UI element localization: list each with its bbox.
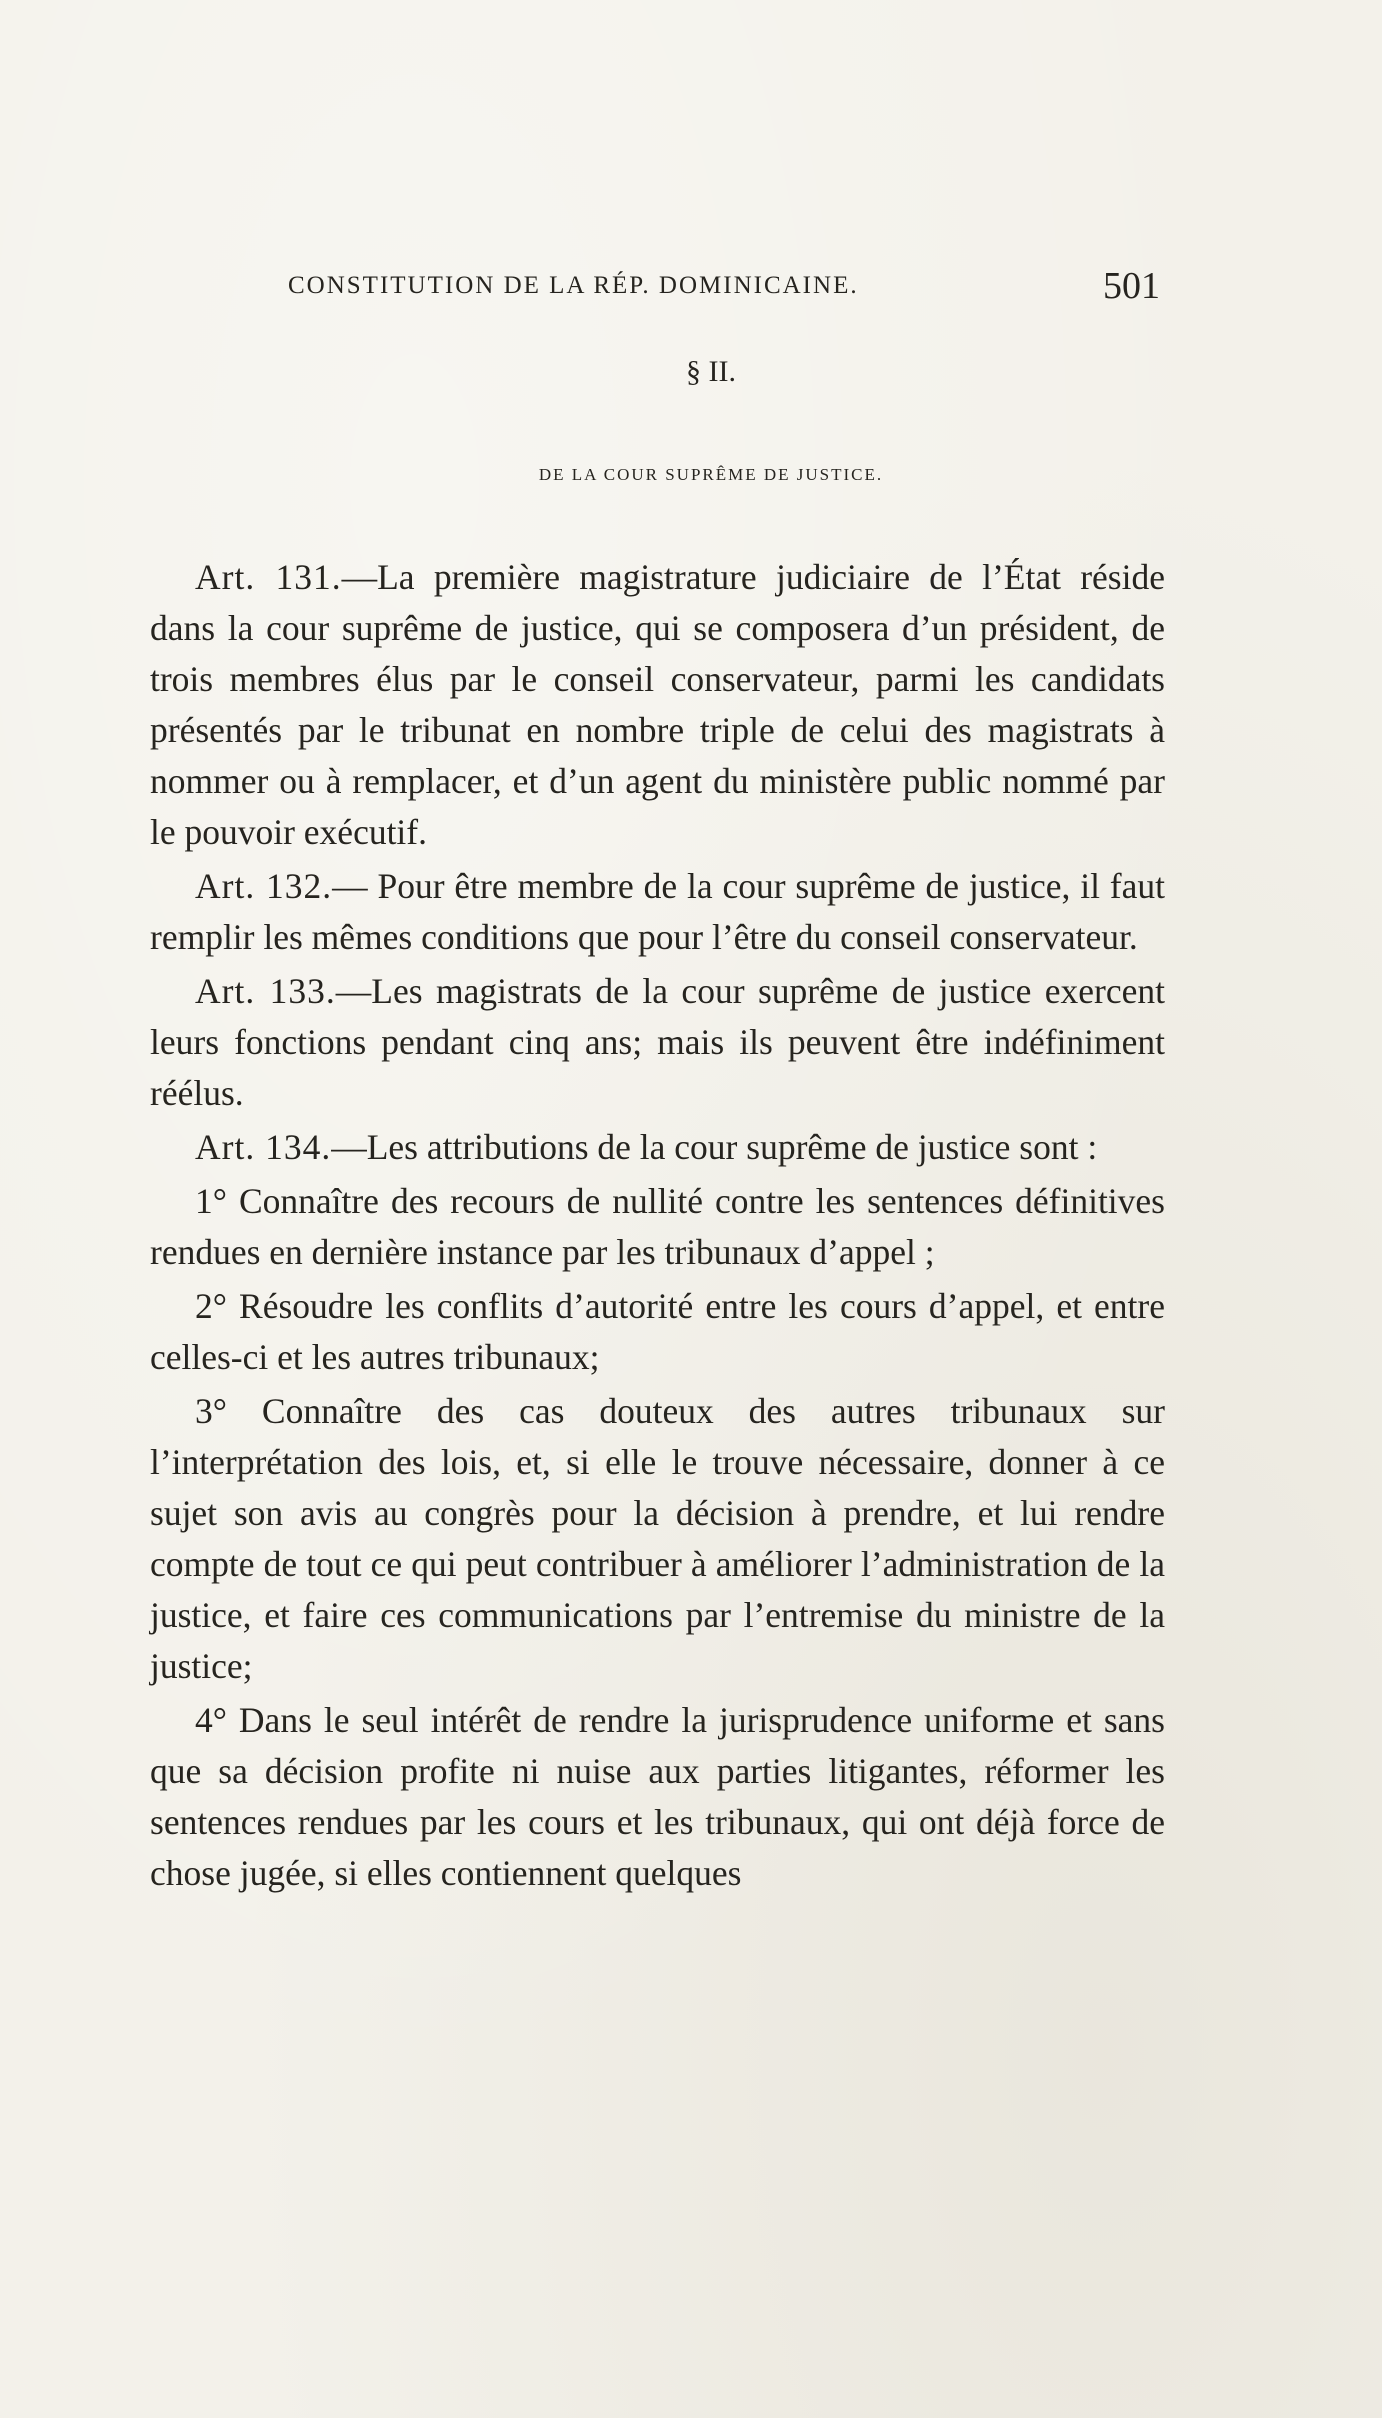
article-label: Art. 133. bbox=[195, 971, 336, 1011]
running-title: CONSTITUTION DE LA RÉP. DOMINICAINE. bbox=[288, 272, 859, 299]
article-label: Art. 131. bbox=[195, 557, 342, 597]
article-label: Art. 132. bbox=[195, 866, 333, 906]
body-text bbox=[150, 552, 1165, 1902]
article-133 bbox=[150, 966, 1165, 1119]
article-text: —Les magistrats de la cour suprême de justice exercent leurs fonctions pendant cinq ans; mais ils peuvent être indéfiniment réélus. bbox=[150, 971, 1166, 1113]
attribution-item-2: 2° Résoudre les conflits d’autorité entre les cours d’appel, et entre celles-ci et les autres tribunaux; bbox=[150, 1286, 1165, 1377]
section-mark: § II. bbox=[686, 355, 736, 388]
article-132 bbox=[150, 861, 1165, 963]
attribution-item-1: 1° Connaître des recours de nullité contre les sentences définitives rendues en dernière instance par les tribunaux d’appel ; bbox=[150, 1181, 1165, 1272]
article-text: —Les attributions de la cour suprême de justice sont : bbox=[331, 1127, 1098, 1167]
article-text: —La première magistrature judiciaire de l’État réside dans la cour suprême de justice, qui se composera d’un président, de trois membres élus par le conseil conservateur, parmi les candidats présentés par le tribunat en nombre triple de celui des magistrats à nommer ou à remplacer, et d’un agent du ministère public nommé par le pouvoir exécutif. bbox=[150, 557, 1165, 852]
article-134 bbox=[150, 1122, 1165, 1173]
running-header bbox=[288, 265, 1178, 308]
article-label: Art. 134. bbox=[195, 1127, 332, 1167]
article-131 bbox=[150, 552, 1165, 858]
article-text: — Pour être membre de la cour suprême de justice, il faut remplir les mêmes conditions que pour l’être du conseil conservateur. bbox=[150, 866, 1165, 957]
attribution-item-4: 4° Dans le seul intérêt de rendre la jurisprudence uniforme et sans que sa décision profite ni nuise aux parties litigantes, réformer les sentences rendues par les cours et les tribunaux, qui ont déjà force de chose jugée, si elles contiennent quelques bbox=[150, 1700, 1165, 1893]
page-number: 501 bbox=[1103, 265, 1160, 307]
attribution-item-3: 3° Connaître des cas douteux des autres tribunaux sur l’interprétation des lois, et, si elle le trouve nécessaire, donner à ce sujet son avis au congrès pour la décision à prendre, et lui rendre compte de tout ce qui peut contribuer à améliorer l’administration de la justice, et faire ces communications par l’entremise du ministre de la justice; bbox=[150, 1391, 1165, 1686]
section-heading: DE LA COUR SUPRÊME DE JUSTICE. bbox=[538, 465, 884, 484]
